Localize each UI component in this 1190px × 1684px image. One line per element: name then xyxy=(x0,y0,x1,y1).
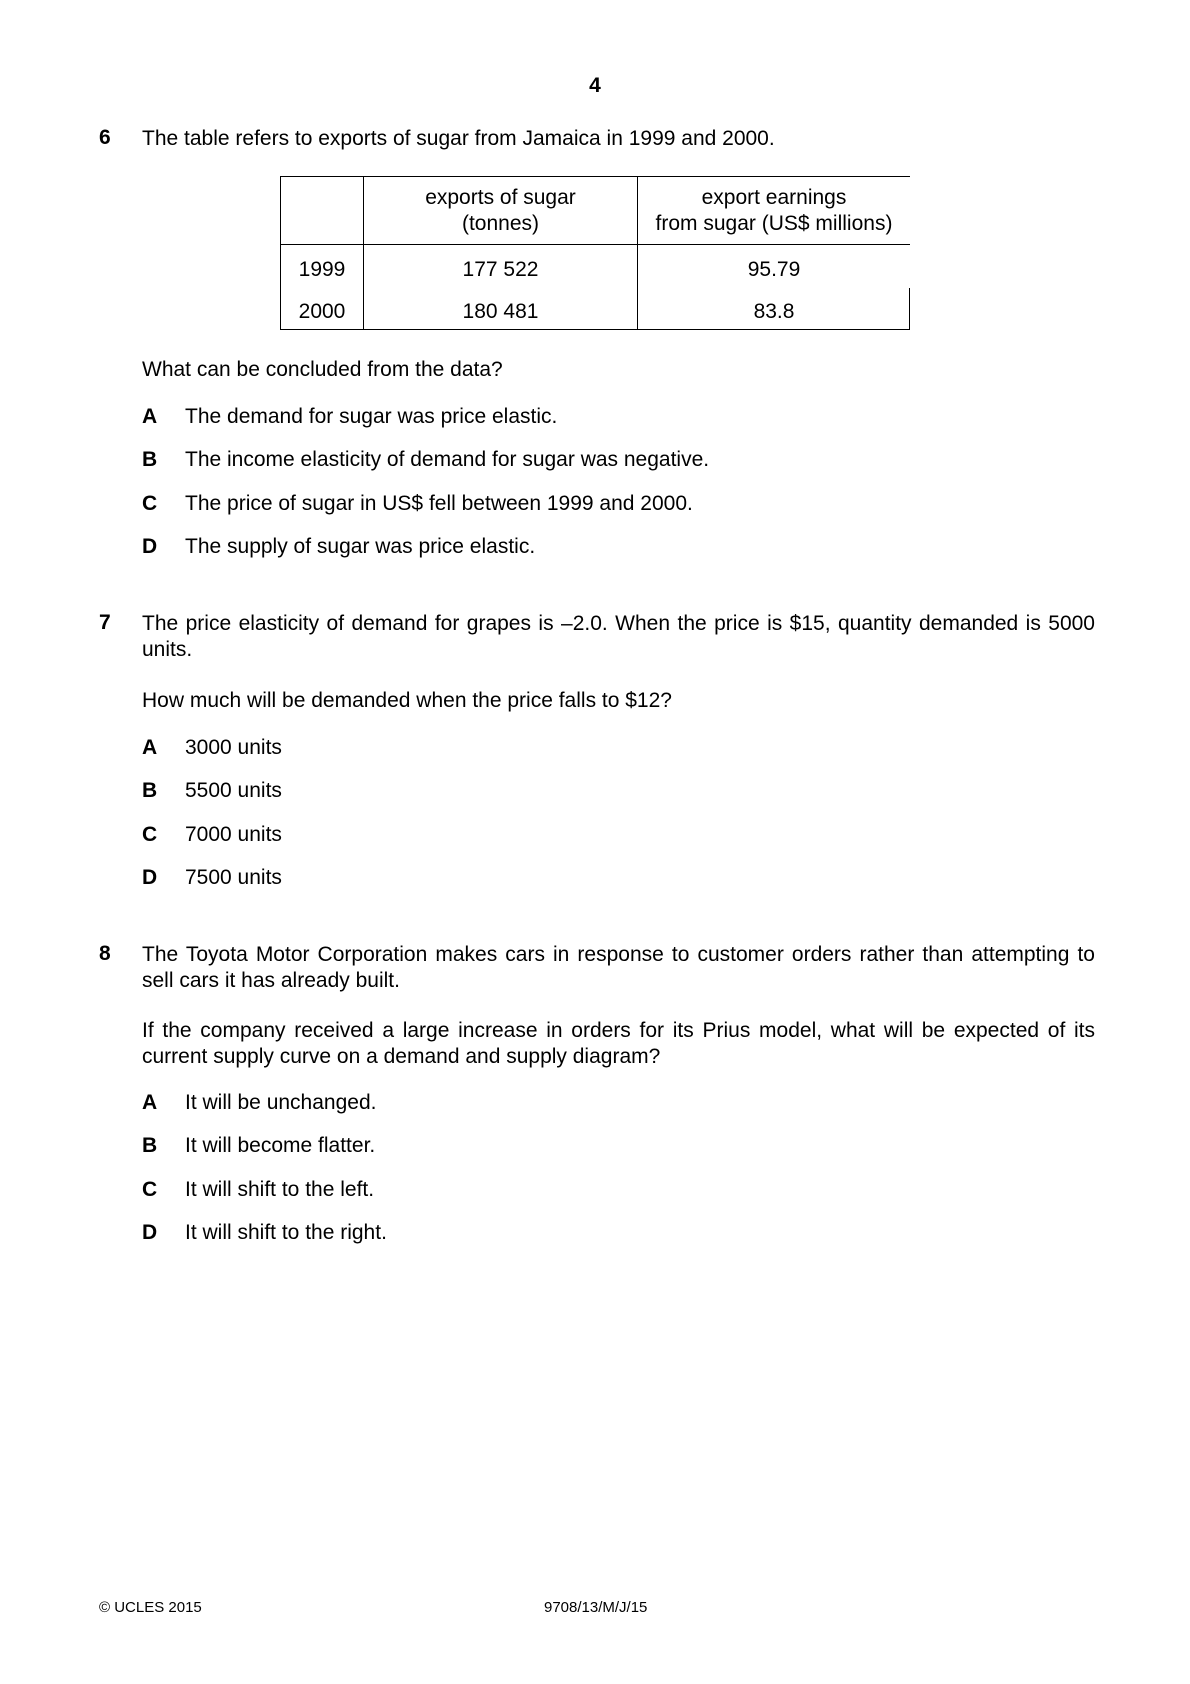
option-letter: C xyxy=(142,1178,158,1201)
option-text: 5500 units xyxy=(185,779,282,802)
option-text: 7500 units xyxy=(185,866,282,889)
table-header-earnings-line1: export earnings xyxy=(701,186,847,209)
option-letter: C xyxy=(142,492,158,515)
option-letter: B xyxy=(142,1134,158,1157)
question-7-number: 7 xyxy=(99,611,111,634)
option-text: The supply of sugar was price elastic. xyxy=(185,535,536,558)
question-6-prompt: What can be concluded from the data? xyxy=(142,358,503,381)
table-cell-exports: 177 522 xyxy=(462,258,539,281)
question-6-stem: The table refers to exports of sugar from Jamaica in 1999 and 2000. xyxy=(142,127,775,150)
table-header-earnings-line2: from sugar (US$ millions) xyxy=(655,212,893,235)
option-letter: C xyxy=(142,823,158,846)
table-header-exports xyxy=(364,185,637,237)
question-8-number: 8 xyxy=(99,942,111,965)
question-6-number: 6 xyxy=(99,126,111,149)
option-letter: A xyxy=(142,405,158,428)
question-7-stem: The price elasticity of demand for grapes is –2.0. When the price is $15, quantity demanded is 5000 units. xyxy=(142,612,1095,661)
option-letter: A xyxy=(142,736,158,759)
table-cell-year: 1999 xyxy=(298,258,346,281)
option-text: It will become flatter. xyxy=(185,1134,376,1157)
option-letter: B xyxy=(142,448,158,471)
table-cell-earnings: 83.8 xyxy=(753,300,795,323)
footer-paper-code: 9708/13/M/J/15 xyxy=(544,1599,648,1616)
option-letter: D xyxy=(142,535,158,558)
option-text: It will shift to the right. xyxy=(185,1221,387,1244)
table-cell-earnings: 95.79 xyxy=(747,258,801,281)
table-header-earnings xyxy=(638,185,910,237)
option-text: It will shift to the left. xyxy=(185,1178,375,1201)
question-8-stem: The Toyota Motor Corporation makes cars in response to customer orders rather than attempting to sell cars it has already built. xyxy=(142,943,1095,992)
table-header-exports-line1: exports of sugar xyxy=(425,186,576,209)
table-header-exports-line2: (tonnes) xyxy=(461,212,540,235)
option-letter: D xyxy=(142,866,158,889)
question-8-prompt: If the company received a large increase in orders for its Prius model, what will be expected of its current supply curve on a demand and supply diagram? xyxy=(142,1019,1095,1068)
option-text: The demand for sugar was price elastic. xyxy=(185,405,558,428)
option-text: It will be unchanged. xyxy=(185,1091,377,1114)
page-number: 4 xyxy=(589,74,601,97)
option-letter: D xyxy=(142,1221,158,1244)
option-text: The price of sugar in US$ fell between 1999 and 2000. xyxy=(185,492,693,515)
question-7-prompt: How much will be demanded when the price falls to $12? xyxy=(142,689,672,712)
table-cell-exports: 180 481 xyxy=(462,300,539,323)
sugar-exports-table xyxy=(280,176,910,330)
option-text: 3000 units xyxy=(185,736,282,759)
footer-copyright: © UCLES 2015 xyxy=(99,1599,202,1616)
option-letter: A xyxy=(142,1091,158,1114)
option-text: The income elasticity of demand for sugar was negative. xyxy=(185,448,710,471)
option-text: 7000 units xyxy=(185,823,282,846)
table-cell-year: 2000 xyxy=(298,300,346,323)
option-letter: B xyxy=(142,779,158,802)
